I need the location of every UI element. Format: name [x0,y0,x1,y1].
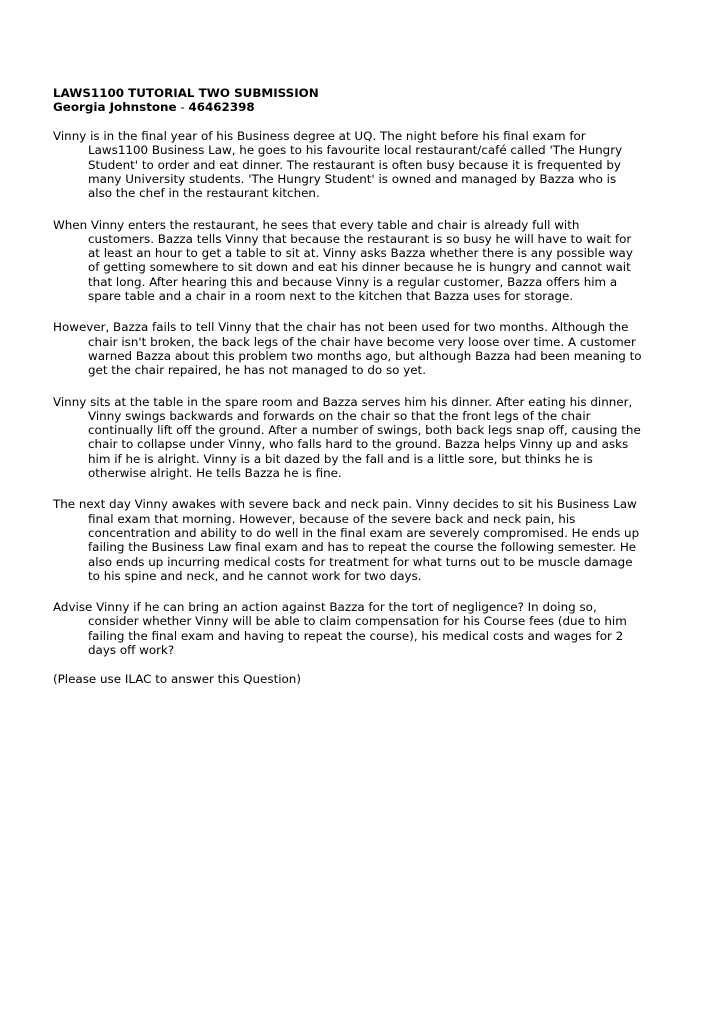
scenario-paragraph-4: Vinny sits at the table in the spare room and Bazza serves him his dinner. After eating his dinner, Vinny swings backwards and forwards on the chair so that the front legs of the chair continually lift off the ground. After a number of swings, both back legs snap off, causing the chair to collapse under Vinny, who falls hard to the ground. Bazza helps Vinny up and asks him if he is alright. Vinny is a bit dazed by the fall and is a little sore, but thinks he is otherwise alright. He tells Bazza he is fine. [53,394,641,481]
scenario-paragraph-3: However, Bazza fails to tell Vinny that the chair has not been used for two months. Although the chair isn't broken, the back legs of the chair have become very loose over time. A customer warned Bazza about this problem two months ago, but although Bazza had been meaning to get the chair repaired, he has not managed to do so yet. [53,320,642,378]
name-id-separator: - [176,100,189,115]
student-id: 46462398 [188,100,255,115]
question-paragraph: Advise Vinny if he can bring an action against Bazza for the tort of negligence? In doing so, consider whether Vinny will be able to claim compensation for his Course fees (due to him failing the final exam and having to repeat the course), his medical costs and wages for 2 days off work? [53,600,627,657]
instruction-note: (Please use ILAC to answer this Question) [53,672,301,687]
document-page [53,86,643,687]
scenario-paragraph-1: Vinny is in the final year of his Business degree at UQ. The night before his final exam for Laws1100 Business Law, he goes to his favourite local restaurant/café called 'The Hungry Student' to order and eat dinner. The restaurant is often busy because it is frequented by many University students. 'The Hungry Student' is owned and managed by Bazza who is also the chef in the restaurant kitchen. [53,129,623,201]
author-line [53,100,643,114]
scenario-paragraph-5: The next day Vinny awakes with severe back and neck pain. Vinny decides to sit his Business Law final exam that morning. However, because of the severe back and neck pain, his concentration and ability to do well in the final exam are severely compromised. He ends up failing the Business Law final exam and has to repeat the course the following semester. He also ends up incurring medical costs for treatment for what turns out to be muscle damage to his spine and neck, and he cannot work for two days. [53,497,640,583]
scenario-paragraph-2: When Vinny enters the restaurant, he sees that every table and chair is already full with customers. Bazza tells Vinny that because the restaurant is so busy he will have to wait for at least an hour to get a table to sit at. Vinny asks Bazza whether there is any possible way of getting somewhere to sit down and eat his dinner because he is hungry and cannot wait that long. After hearing this and because Vinny is a regular customer, Bazza offers him a spare table and a chair in a room next to the kitchen that Bazza uses for storage. [53,217,633,304]
student-name: Georgia Johnstone [53,100,177,115]
document-title: LAWS1100 TUTORIAL TWO SUBMISSION [53,86,319,100]
